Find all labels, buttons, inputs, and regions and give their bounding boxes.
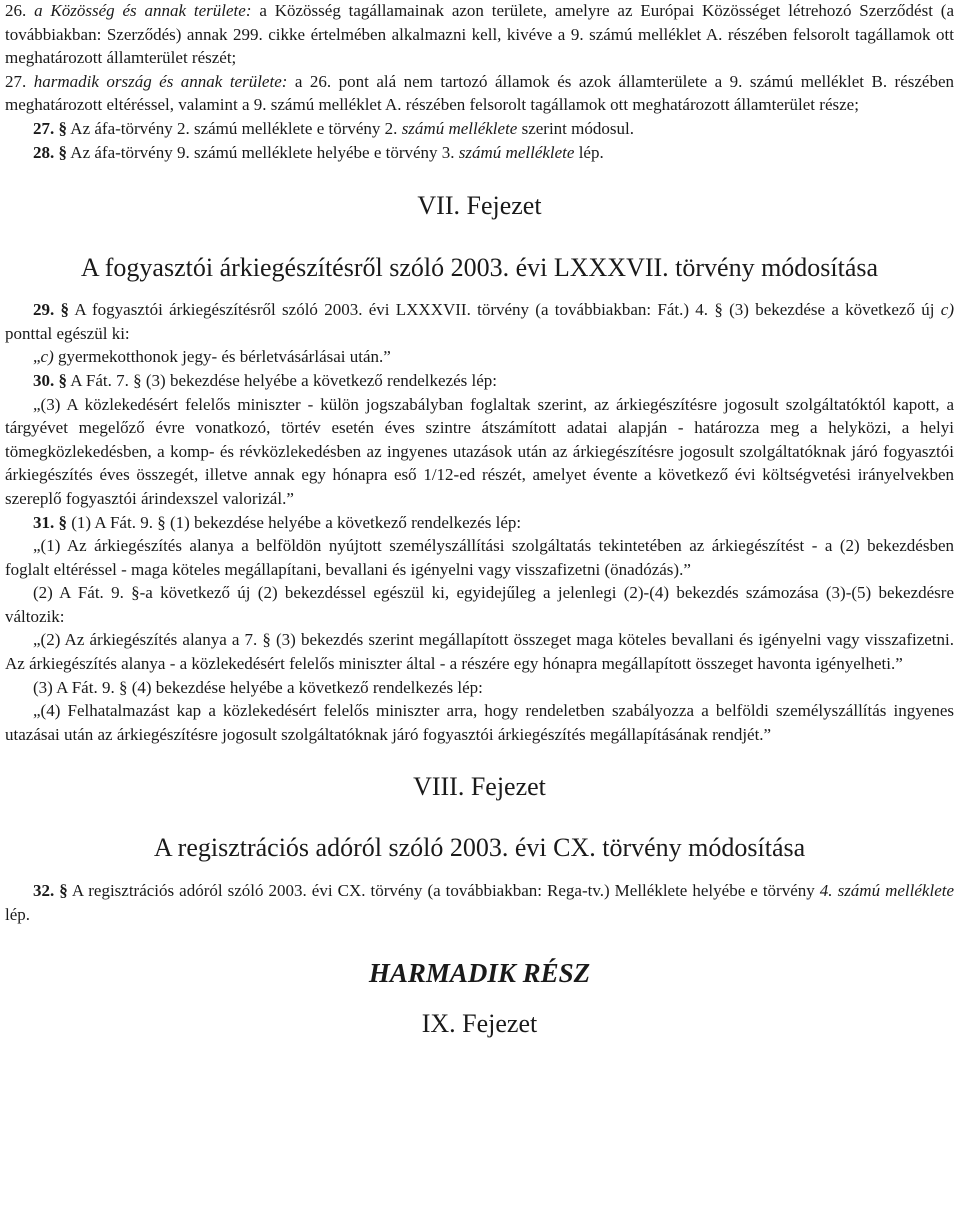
section-30: 30. § A Fát. 7. § (3) bekezdése helyébe a következő rendelkezés lép: [33,370,498,390]
section-27: 27. § Az áfa-törvény 2. számú melléklete e törvény 2. számú melléklete szerint módosul. [33,118,634,138]
part-3-title: HARMADIK RÉSZ [368,957,591,988]
chapter-7-number: VII. Fejezet [417,191,542,221]
chapter-8-number: VIII. Fejezet [413,772,546,802]
chapter-7-title: A fogyasztói árkiegészítésről szóló 2003. évi LXXXVII. törvény módosítása [80,253,879,283]
section-32: 32. § A regisztrációs adóról szóló 2003. évi CX. törvény (a továbbiakban: Rega-tv.) Melléklete helyébe e törvény 4. számú melléklete lép. [5,881,955,925]
section-28: 28. § Az áfa-törvény 9. számú melléklete helyébe e törvény 3. számú melléklete lép. [33,142,604,162]
section-31-2-quote: „(2) Az árkiegészítés alanya a 7. § (3) bekezdés szerint megállapított összeget maga köteles bevallani és igényelni vagy visszafizetni. Az árkiegészítés alanya - a közlekedésért felelős miniszter által - a részére egy hónapra megállapított összeget havonta igényelheti.” [5,630,954,674]
section-30-quote: „(3) A közlekedésért felelős miniszter - külön jogszabályban foglaltak szerint, az árkiegészítésre jogosult szolgáltatóktól kapott, a tárgyévet megelőző évre vonatkozó, törtév esetén éves szintre átszámított adatai alapján - határozza meg a helyközi, a helyi tömegközlekedésben, a komp- és révközlekedésben az ingyenes utazások után az árkiegészítésre jogosult szolgáltatóknak járó fogyasztói árkiegészítés éves összegét, illetve annak egy hónapra eső 1/12-ed részét, amelyet évente a következő évi költségvetési irányelvekben szereplő fogyasztói árindexszel valorizál.” [5,394,954,508]
chapter-8-title: A regisztrációs adóról szóló 2003. évi CX. törvény módosítása [153,833,806,863]
section-31-2: (2) A Fát. 9. §-a következő új (2) bekezdéssel egészül ki, egyidejűleg a jelenlegi (2)-(4) bekezdés számozása (3)-(5) bekezdésre változik: [5,583,954,626]
section-31-3: (3) A Fát. 9. § (4) bekezdése helyébe a következő rendelkezés lép: [33,677,483,697]
section-29-quote: „c) gyermekotthonok jegy- és bérletvásárlásai után.” [33,347,391,367]
section-29: 29. § A fogyasztói árkiegészítésről szóló 2003. évi LXXXVII. törvény (a továbbiakban: Fát.) 4. § (3) bekezdése a következő új c) ponttal egészül ki: [5,300,954,343]
section-31: 31. § (1) A Fát. 9. § (1) bekezdése helyébe a következő rendelkezés lép: [33,512,522,532]
definition-27: 27. harmadik ország és annak területe: a 26. pont alá nem tartozó államok és azok államterülete a 9. számú melléklet B. részében meghatározott eltéréssel, valamint a 9. számú melléklet A. részében felsorolt tagállamok ott meghatározott államterület része; [5,71,954,115]
section-31-3-quote: „(4) Felhatalmazást kap a közlekedésért felelős miniszter arra, hogy rendeletben szabályozza a belföldi személyszállítás ingyenes utazásai után az árkiegészítésre jogosult szolgáltatóknak járó fogyasztói árkiegészítés megállapításának rendjét.” [5,701,954,744]
chapter-9-number: IX. Fejezet [421,1008,538,1038]
section-31-1-quote: „(1) Az árkiegészítés alanya a belföldön nyújtott személyszállítási szolgáltatás tekintetében az árkiegészítést - a (2) bekezdésben foglalt eltéréssel - maga köteles megállapítani, bevallani és igényelni vagy visszafizetni (önadózás).” [5,536,954,579]
definition-26: 26. a Közösség és annak területe: a Közösség tagállamainak azon területe, amelyre az Európai Közösséget létrehozó Szerződést (a továbbiakban: Szerződés) annak 299. cikke értelmében alkalmazni kell, kivéve a 9. számú melléklet A. részében felsorolt tagállamok ott meghatározott államterület részét; [5,1,954,68]
